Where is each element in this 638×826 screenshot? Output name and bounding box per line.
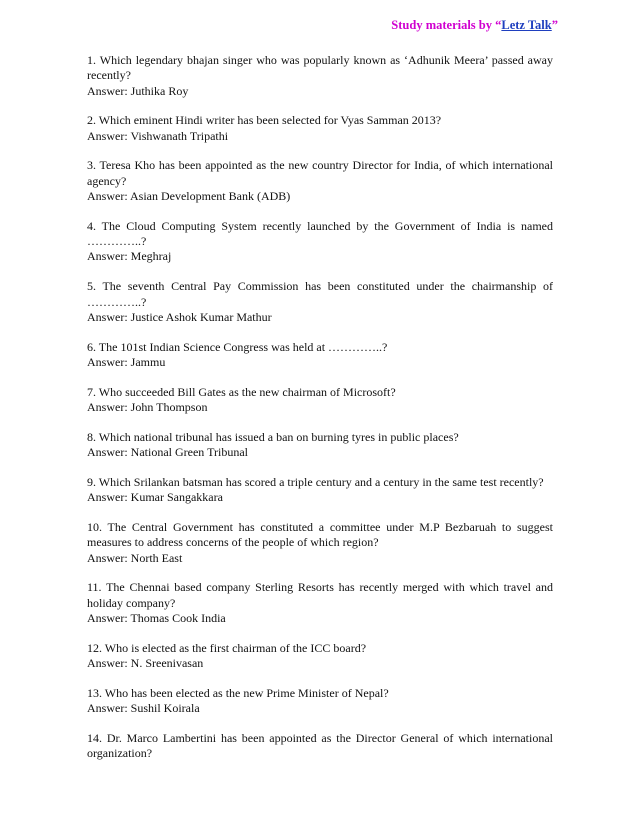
question-text: 1. Which legendary bhajan singer who was popularly known as ‘Adhunik Meera’ passed away recently? (87, 53, 553, 83)
question-text: 13. Who has been elected as the new Prime Minister of Nepal? (87, 685, 389, 700)
answer-text: Answer: Juthika Roy (87, 83, 189, 98)
answer-text: Answer: Jammu (87, 354, 166, 369)
qa-item (87, 686, 553, 717)
answer-text: Answer: Asian Development Bank (ADB) (87, 189, 291, 204)
question-text: 5. The seventh Central Pay Commission has been constituted under the chairmanship of …………..? (87, 279, 553, 309)
qa-item (87, 430, 553, 461)
question-text: 4. The Cloud Computing System recently launched by the Government of India is named …………..? (87, 218, 553, 249)
qa-item (87, 279, 553, 325)
answer-text: Answer: N. Sreenivasan (87, 656, 204, 671)
question-text: 3. Teresa Kho has been appointed as the new country Director for India, of which international agency? (87, 158, 553, 188)
question-list (87, 53, 553, 776)
qa-item (87, 475, 553, 506)
header-suffix: ” (551, 18, 558, 32)
qa-item (87, 641, 553, 672)
answer-text: Answer: Justice Ashok Kumar Mathur (87, 309, 272, 324)
qa-item (87, 731, 553, 762)
question-text: 14. Dr. Marco Lambertini has been appointed as the Director General of which international organization? (87, 731, 553, 761)
question-text: 8. Which national tribunal has issued a ban on burning tyres in public places? (87, 429, 459, 444)
header-prefix: Study materials by “ (391, 18, 502, 32)
answer-text: Answer: Thomas Cook India (87, 611, 226, 626)
question-text: 2. Which eminent Hindi writer has been selected for Vyas Samman 2013? (87, 113, 442, 128)
question-text: 10. The Central Government has constituted a committee under M.P Bezbaruah to suggest measures to address concerns of the people of which region? (87, 520, 553, 550)
qa-item (87, 219, 553, 265)
qa-item (87, 385, 553, 416)
answer-text: Answer: National Green Tribunal (87, 445, 248, 460)
letz-talk-link[interactable]: Letz Talk (501, 18, 552, 32)
answer-text: Answer: John Thompson (87, 400, 208, 415)
qa-item (87, 53, 553, 99)
answer-text: Answer: North East (87, 550, 183, 565)
answer-text: Answer: Sushil Koirala (87, 701, 200, 716)
qa-item (87, 340, 553, 371)
question-text: 9. Which Srilankan batsman has scored a triple century and a century in the same test recently? (87, 474, 544, 489)
question-text: 7. Who succeeded Bill Gates as the new chairman of Microsoft? (87, 384, 396, 399)
qa-item (87, 580, 553, 626)
page-header (0, 18, 558, 33)
question-text: 12. Who is elected as the first chairman of the ICC board? (87, 640, 367, 655)
question-text: 11. The Chennai based company Sterling Resorts has recently merged with which travel and holiday company? (87, 580, 553, 610)
answer-text: Answer: Vishwanath Tripathi (87, 128, 229, 143)
answer-text: Answer: Kumar Sangakkara (87, 490, 223, 505)
question-text: 6. The 101st Indian Science Congress was held at …………..? (87, 339, 388, 354)
answer-text: Answer: Meghraj (87, 249, 172, 264)
qa-item (87, 158, 553, 204)
qa-item (87, 520, 553, 566)
qa-item (87, 113, 553, 144)
